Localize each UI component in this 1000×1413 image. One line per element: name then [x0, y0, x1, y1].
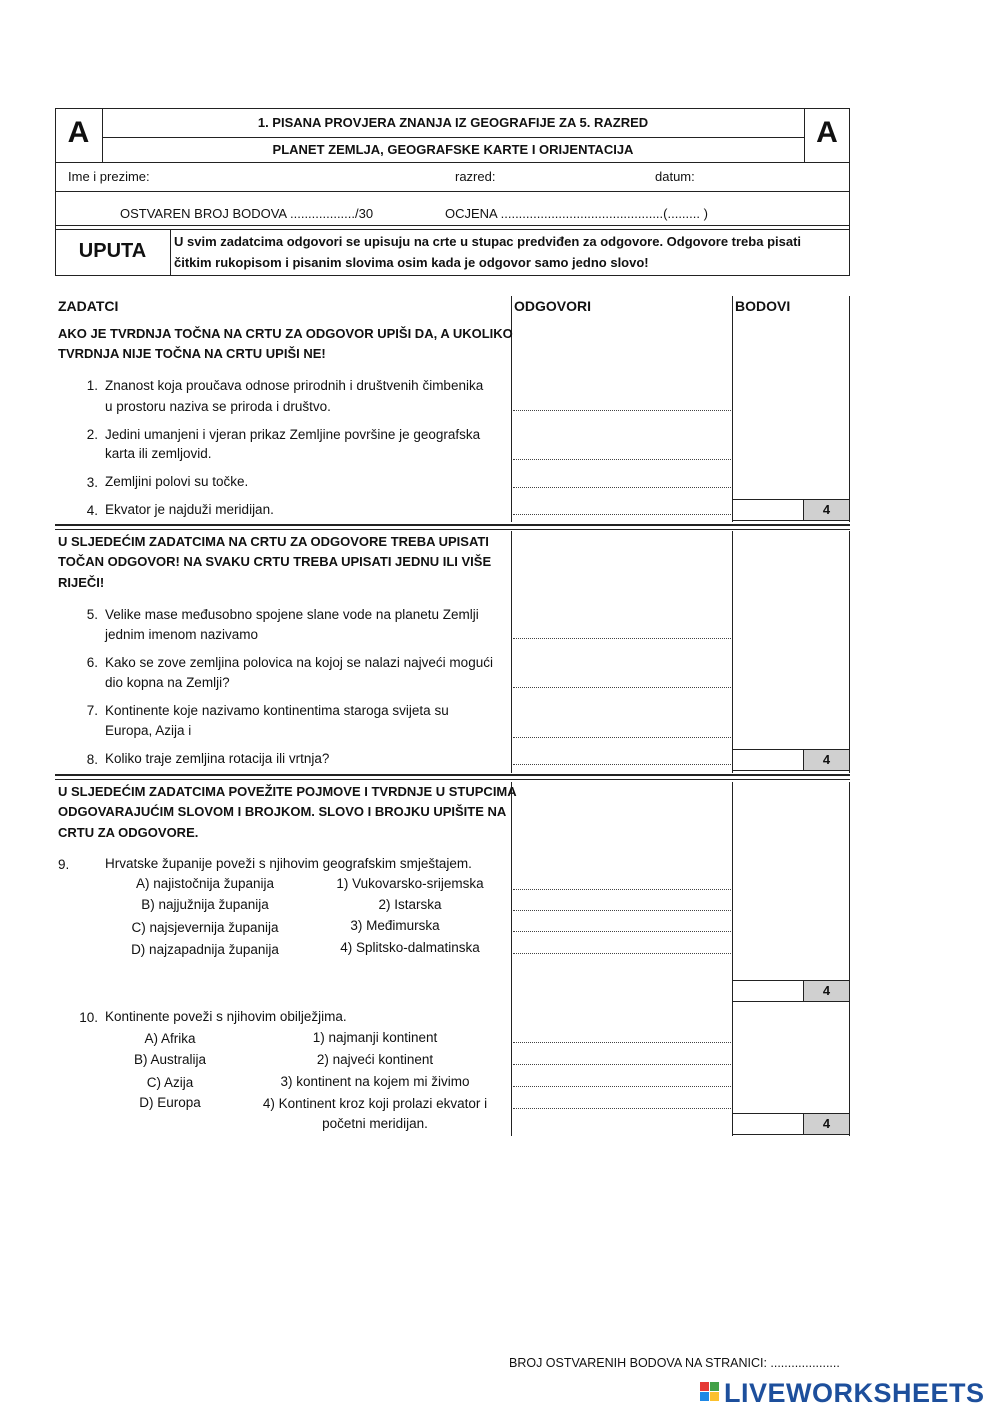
score-box — [732, 749, 850, 771]
question-text: jednim imenom nazivamo — [105, 627, 259, 642]
test-subtitle: PLANET ZEMLJA, GEOGRAFSKE KARTE I ORIJENTACIJA — [272, 142, 634, 157]
section2-instruction-2: TOČAN ODGOVOR! NA SVAKU CRTU TREBA UPISATI JEDNU ILI VIŠE — [58, 554, 492, 569]
match-right-item: 3) kontinent na kojem mi živimo — [280, 1074, 470, 1089]
answer-line[interactable] — [513, 514, 731, 515]
points-label: OSTVAREN BROJ BODOVA ................../30 — [120, 206, 374, 221]
question-number: 1. — [86, 378, 98, 393]
page-points-label: BROJ OSTVARENIH BODOVA NA STRANICI: .................... — [509, 1356, 840, 1370]
match-left-item: C) najsjevernija županija — [131, 920, 279, 935]
section3-instruction-3: CRTU ZA ODGOVORE. — [58, 825, 199, 840]
max-score: 4 — [803, 1114, 849, 1134]
answer-line[interactable] — [513, 889, 731, 890]
question-text: Koliko traje zemljina rotacija ili vrtnja? — [105, 751, 330, 766]
date-label: datum: — [655, 169, 695, 184]
match-left-item: A) Afrika — [144, 1031, 196, 1046]
question-text: Kontinente koje nazivamo kontinentima staroga svijeta su — [105, 703, 449, 718]
points-column-header: BODOVI — [735, 298, 791, 314]
section3-instruction-2: ODGOVARAJUĆIM SLOVOM I BROJKOM. SLOVO I BROJKU UPIŠITE NA — [58, 804, 507, 819]
section1-instruction-1: AKO JE TVRDNJA TOČNA NA CRTU ZA ODGOVOR UPIŠI DA, A UKOLIKO — [58, 326, 513, 341]
answer-line[interactable] — [513, 1086, 731, 1087]
answer-line[interactable] — [513, 737, 731, 738]
question-number: 10. — [79, 1010, 98, 1025]
section2-instruction-1: U SLJEDEĆIM ZADATCIMA NA CRTU ZA ODGOVORE TREBA UPISATI — [58, 534, 489, 549]
version-letter-right: A — [816, 116, 838, 149]
question-number: 7. — [86, 703, 98, 718]
score-box — [732, 980, 850, 1002]
match-left-item: B) najjužnija županija — [141, 897, 269, 912]
question-text: karta ili zemljovid. — [105, 446, 212, 461]
name-label: Ime i prezime: — [68, 169, 150, 184]
header-box — [55, 108, 850, 276]
answer-line[interactable] — [513, 953, 731, 954]
match-left-item: D) najzapadnija županija — [131, 942, 279, 957]
answer-line[interactable] — [513, 487, 731, 488]
max-score: 4 — [803, 750, 849, 770]
match-right-item-continued: početni meridijan. — [322, 1116, 428, 1131]
question-text: Zemljini polovi su točke. — [105, 474, 249, 489]
version-letter-left: A — [67, 116, 90, 149]
section3-instruction-1: U SLJEDEĆIM ZADATCIMA POVEŽITE POJMOVE I TVRDNJE U STUPCIMA — [58, 784, 517, 799]
question-text: Hrvatske županije poveži s njihovim geografskim smještajem. — [105, 856, 472, 871]
instruction-text-1: U svim zadatcima odgovori se upisuju na crte u stupac predviđen za odgovore. Odgovore treba pisati — [174, 234, 802, 249]
match-left-item: A) najistočnija županija — [135, 876, 275, 891]
tasks-column-header: ZADATCI — [58, 298, 119, 314]
match-left-item: C) Azija — [146, 1075, 194, 1090]
class-label: razred: — [455, 169, 496, 184]
question-number: 2. — [86, 427, 98, 442]
answer-line[interactable] — [513, 910, 731, 911]
answer-line[interactable] — [513, 1064, 731, 1065]
question-text: Znanost koja proučava odnose prirodnih i društvenih čimbenika — [105, 378, 484, 393]
match-right-item: 2) najveći kontinent — [316, 1052, 434, 1067]
score-box — [732, 499, 850, 521]
question-number: 4. — [86, 503, 98, 518]
answers-column-header: ODGOVORI — [514, 298, 592, 314]
question-text: u prostoru naziva se priroda i društvo. — [105, 399, 331, 414]
score-box — [732, 1113, 850, 1135]
instruction-text-2: čitkim rukopisom i pisanim slovima osim kada je odgovor samo jedno slovo! — [174, 255, 649, 270]
match-right-item: 1) najmanji kontinent — [312, 1030, 438, 1045]
section2-instruction-3: RIJEČI! — [58, 575, 105, 590]
match-right-item: 4) Kontinent kroz koji prolazi ekvator i — [262, 1096, 488, 1111]
liveworksheets-logo: LIVEWORKSHEETS — [724, 1378, 985, 1408]
answer-line[interactable] — [513, 410, 731, 411]
question-number: 6. — [86, 655, 98, 670]
match-right-item: 4) Splitsko-dalmatinska — [340, 940, 480, 955]
match-left-item: B) Australija — [133, 1052, 207, 1067]
answer-line[interactable] — [513, 931, 731, 932]
test-title: 1. PISANA PROVJERA ZNANJA IZ GEOGRAFIJE ZA 5. RAZRED — [257, 115, 649, 130]
max-score: 4 — [803, 500, 849, 520]
answer-line[interactable] — [513, 1108, 731, 1109]
question-text: Kontinente poveži s njihovim obilježjima. — [105, 1009, 347, 1024]
question-number: 8. — [86, 752, 98, 767]
answer-line[interactable] — [513, 764, 731, 765]
answer-line[interactable] — [513, 638, 731, 639]
question-text: dio kopna na Zemlji? — [105, 675, 230, 690]
instruction-title: UPUTA — [78, 240, 147, 262]
question-number: 5. — [86, 607, 98, 622]
question-text: Kako se zove zemljina polovica na kojoj se nalazi najveći mogući — [105, 655, 493, 670]
answer-line[interactable] — [513, 687, 731, 688]
match-left-item: D) Europa — [139, 1095, 201, 1110]
liveworksheets-logo-icon — [700, 1382, 720, 1402]
question-number: 9. — [58, 857, 70, 872]
question-text: Ekvator je najduži meridijan. — [105, 502, 274, 517]
question-text: Velike mase međusobno spojene slane vode na planetu Zemlji — [105, 607, 479, 622]
answer-line[interactable] — [513, 1042, 731, 1043]
max-score: 4 — [803, 981, 849, 1001]
question-number: 3. — [86, 475, 98, 490]
grade-label: OCJENA .............................................(......... ) — [445, 206, 708, 221]
question-text: Jedini umanjeni i vjeran prikaz Zemljine površine je geografska — [105, 427, 481, 442]
question-text: Europa, Azija i — [105, 723, 192, 738]
match-right-item: 2) Istarska — [378, 897, 442, 912]
section1-instruction-2: TVRDNJA NIJE TOČNA NA CRTU UPIŠI NE! — [58, 346, 326, 361]
match-right-item: 3) Međimurska — [350, 918, 440, 933]
match-right-item: 1) Vukovarsko-srijemska — [336, 876, 484, 891]
answer-line[interactable] — [513, 459, 731, 460]
